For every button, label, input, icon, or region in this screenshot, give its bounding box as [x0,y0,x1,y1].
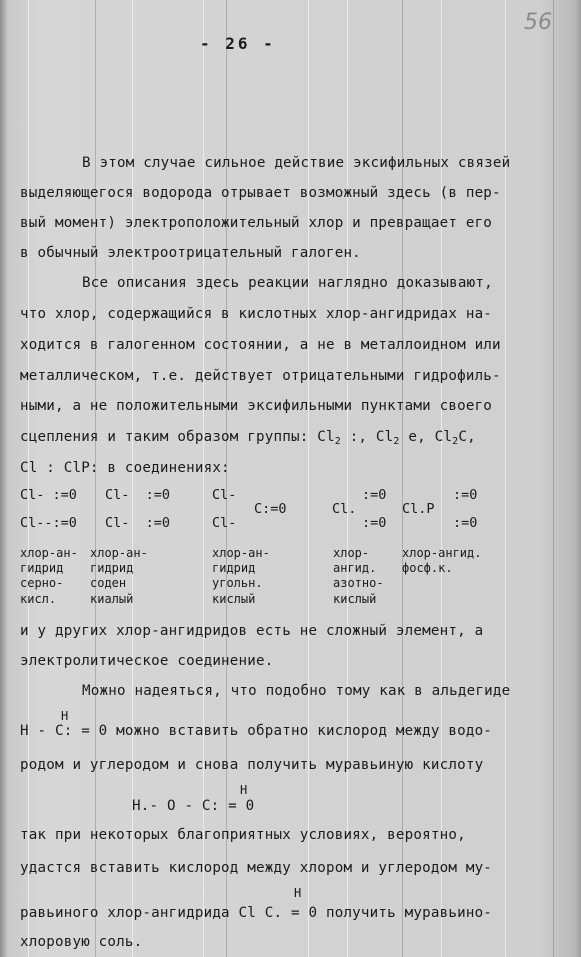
formula-carbonic-mid: C:=0 [254,501,287,517]
text-line: удастся вставить кислород между хлором и углеродом му- [20,860,493,876]
text-line: родом и углеродом и снова получить муравьиную кислоту [20,757,484,773]
scan-streak [347,0,348,957]
compound-name: хлор-ан- [90,546,148,560]
text-line: что хлор, содержащийся в кислотных хлор-ангидридах на- [20,306,493,322]
formula-sulfuric-bottom: Cl--:=0 [20,515,77,531]
compound-name: гидрид [212,561,256,575]
formula-sulfuric-top: Cl- :=0 [20,487,77,503]
compound-name: серно- [20,576,64,590]
text-line: хлоровую соль. [20,934,143,950]
text-line: ходится в галогенном состоянии, а не в металлоидном или [20,337,501,353]
scan-streak [505,0,506,957]
formula-formic-acid: H.- O - C: = 0 [132,798,255,814]
scan-streak [553,0,554,957]
text-line: так при некоторых благоприятных условиях, вероятно, [20,827,466,843]
compound-name: хлор-ангид. [402,546,482,560]
text-line: H - C: = 0 можно вставить обратно кислород между водо- [20,723,493,739]
compound-name: гидрид [90,561,134,575]
compound-name: хлор-ан- [212,546,270,560]
text-line: и у других хлор-ангидридов есть не сложный элемент, а [20,623,484,639]
compound-name: азотно- [333,576,384,590]
formula-phosphoric-mid: Cl.P [402,501,435,517]
scan-streak [95,0,96,957]
text-line: Cl : ClP: в соединениях: [20,460,230,476]
formula-acid-bottom: Cl- :=0 [105,515,171,531]
compound-name: хлор-ан- [20,546,78,560]
text-line: металлическом, т.е. действует отрицательными гидрофиль- [20,368,501,384]
text-line: в обычный электроотрицательный галоген. [20,245,361,261]
formula-h-mark: H [240,783,248,797]
compound-name: кислый [212,592,256,606]
compound-name: соден [90,576,127,590]
formula-nitric-bottom: :=0 [362,515,387,531]
text-line: выделяющегося водорода отрывает возможный здесь (в пер- [20,185,501,201]
compound-name: кислый [333,592,377,606]
text-line: В этом случае сильное действие эксифильных связей [82,155,511,171]
compound-name: гидрид [20,561,64,575]
formula-phosphoric-bottom: :=0 [453,515,478,531]
text-line-groups: сцепления и таким образом группы: $Cl_2$ :, $Cl_2$ e, $Cl_2C$, [20,429,476,447]
formula-carbonic-top: Cl- [212,487,237,503]
compound-name: ангид. [333,561,377,575]
text-line: электролитическое соединение. [20,653,274,669]
compound-name: кисл. [20,592,57,606]
text-line: Можно надеяться, что подобно тому как в альдегиде [82,683,511,699]
formula-nitric-top: :=0 [362,487,387,503]
scan-streak [28,0,29,957]
formula-carbonic-bottom: Cl- [212,515,237,531]
text-line: Все описания здесь реакции наглядно доказывают, [82,275,493,291]
compound-name: хлор- [333,546,370,560]
compound-name: фосф.к. [402,561,453,575]
text-line: ными, а не положительными эксифильными пунктами своего [20,398,493,414]
formula-phosphoric-top: :=0 [453,487,478,503]
scan-streak [402,0,403,957]
page-number: - 26 - [200,34,276,53]
formula-h-mark: H [61,709,69,723]
formula-nitric-mid: Cl. [332,501,357,517]
scan-streak [441,0,442,957]
text-line: вый момент) электроположительный хлор и превращает его [20,215,493,231]
compound-name: угольн. [212,576,263,590]
scan-streak [308,0,309,957]
formula-h-mark: H [294,886,302,900]
handwritten-page-number: 56 [524,10,552,35]
text-line: равьиного хлор-ангидрида Cl C. = 0 получить муравьино- [20,905,493,921]
formula-acid-top: Cl- :=0 [105,487,171,503]
compound-name: киалый [90,592,134,606]
